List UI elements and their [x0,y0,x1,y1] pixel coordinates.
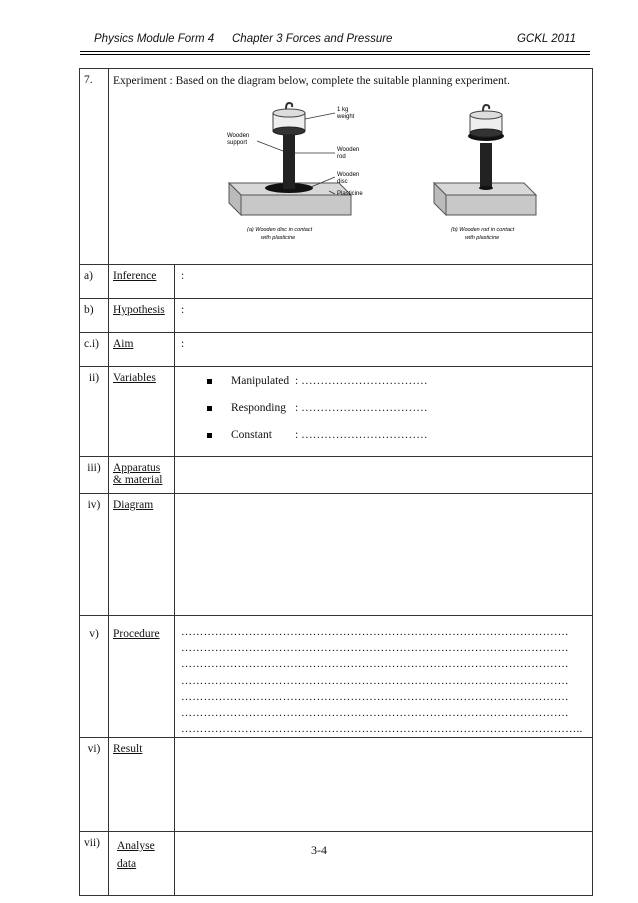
label-weight-1: 1 kg [337,107,349,113]
analyse-answer[interactable] [175,832,593,896]
inference-answer[interactable]: : [175,265,593,299]
label-plasticine: Plasticine [337,191,363,197]
procedure-row [80,616,593,738]
inference-row [80,265,593,299]
diagram-answer[interactable] [175,494,593,616]
apparatus-answer[interactable] [175,457,593,494]
row-number: v) [80,616,109,738]
aim-label: Aim [109,333,175,367]
header-center: Chapter 3 Forces and Pressure [232,33,393,45]
variables-list [175,367,592,456]
row-number: vii) [80,832,109,896]
hypothesis-label: Hypothesis [109,299,175,333]
diagram-row [80,494,593,616]
experiment-figure [139,91,539,251]
svg-text:rod: rod [337,154,346,160]
variable-responding[interactable]: Responding : …………………………… [207,402,592,429]
hypothesis-answer[interactable]: : [175,299,593,333]
row-number: a) [80,265,109,299]
plasticine-apparatus-figure [139,91,539,251]
procedure-answer[interactable] [175,616,593,738]
row-number: vi) [80,738,109,832]
analyse-label: Analyse data [109,832,175,896]
procedure-lines: …………………………………………………………………………………………. …………………………………………………………………………………………. …………………………………………………………………………………………. …………………………………………………………………………………………. …………………………………………………………………………………………. …………………………………………………………………………………………. …………………………………………………………………………………………….. [181,626,583,736]
row-number: iv) [80,494,109,616]
variables-cell [175,367,593,457]
aim-row [80,333,593,367]
header-left: Physics Module Form 4 [94,33,215,45]
variable-constant[interactable]: Constant : …………………………… [207,429,592,456]
page-header [80,30,590,48]
caption-a-2: with plasticine [261,235,296,241]
caption-a-1: (a) Wooden disc in contact [247,227,313,233]
row-number: iii) [80,457,109,494]
variables-row [80,367,593,457]
result-row [80,738,593,832]
label-support: Wooden [227,133,250,139]
row-number: ii) [80,367,109,457]
question-number: 7. [80,69,109,265]
header-rule [80,51,590,52]
experiment-row [80,69,593,265]
procedure-label: Procedure [109,616,175,738]
row-number: c.i) [80,333,109,367]
inference-label: Inference [109,265,175,299]
setup-a [227,103,363,241]
caption-b-1: (b) Wooden rod in contact [451,227,515,233]
header-rule-2 [80,54,590,55]
svg-text:disc: disc [337,179,348,185]
setup-b [434,105,536,241]
header-right: GCKL 2011 [516,33,576,45]
page-number: 3-4 [311,843,327,857]
caption-b-2: with plasticine [465,235,500,241]
apparatus-row [80,457,593,494]
result-label: Result [109,738,175,832]
row-number: b) [80,299,109,333]
experiment-instruction: Experiment : Based on the diagram below, complete the suitable planning experiment. [113,75,510,87]
experiment-cell [109,69,593,265]
result-answer[interactable] [175,738,593,832]
experiment-table [79,68,593,896]
svg-text:support: support [227,140,248,146]
variable-manipulated[interactable]: Manipulated : …………………………… [207,375,592,402]
hypothesis-row [80,299,593,333]
aim-answer[interactable]: : [175,333,593,367]
diagram-label: Diagram [109,494,175,616]
variables-label: Variables [109,367,175,457]
label-disc: Wooden [337,172,360,178]
apparatus-label: Apparatus & material [109,457,175,494]
svg-text:weight: weight [337,114,355,120]
analyse-row [80,832,593,896]
label-rod: Wooden [337,147,360,153]
